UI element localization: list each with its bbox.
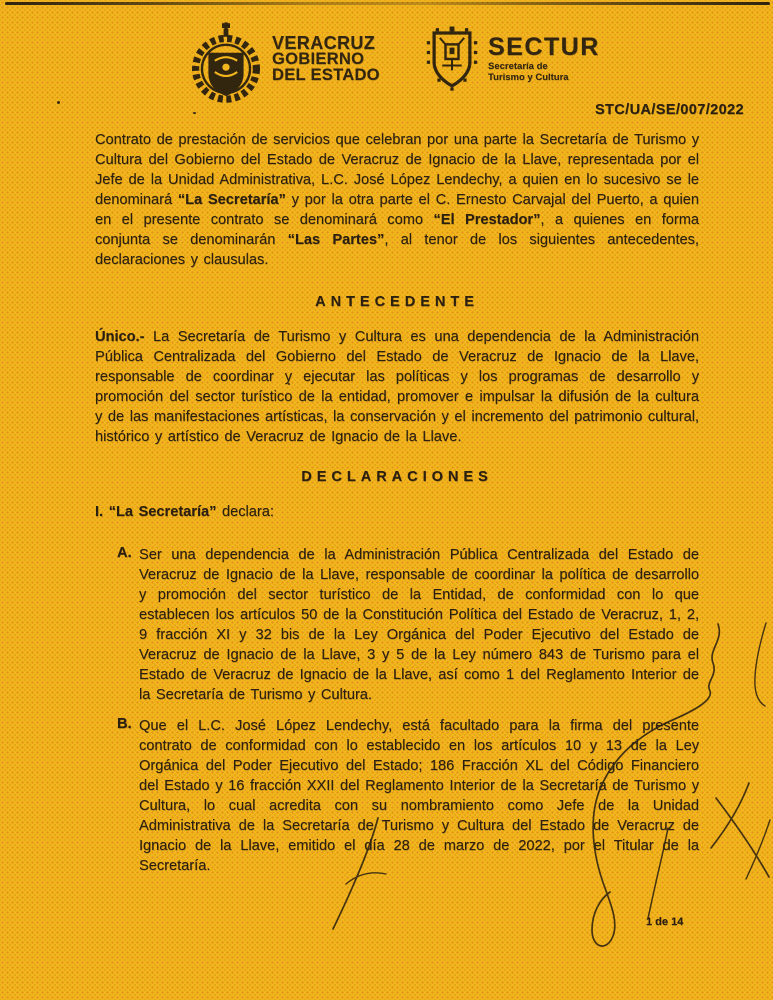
sectur-shield-icon	[426, 26, 478, 97]
antecedente-unico-paragraph: Único.- La Secretaría de Turismo y Cultura es una dependencia de la Administración Pública Centralizada del Gobierno del Estado de Veracruz de Ignacio de la Llave, responsable de coordinar y ejecutar las políticas y los programas de desarrollo y promoción del sector turístico de la entidad, promover e impulsar la difusión de la cultura y de las manifestaciones artísticas, la conservación y el incremento del patrimonio cultural, histórico y artístico de Veracruz de Ignacio de la Llave.	[95, 329, 699, 445]
sectur-subtitle-line2: Turismo y Cultura	[488, 71, 569, 83]
antecedente-heading: ANTECEDENTE	[315, 294, 479, 310]
document-reference-number: STC/UA/SE/007/2022	[594, 102, 744, 118]
state-wordmark-line3: DEL ESTADO	[272, 65, 380, 84]
state-wordmark	[272, 35, 380, 83]
state-wordmark-line2: GOBIERNO	[272, 50, 365, 68]
declaraciones-heading: DECLARACIONES	[301, 469, 493, 485]
item-A-text: Ser una dependencia de la Administración Pública Centralizada del Estado de Veracruz de Ignacio de la Llave, responsable de coordinar la política de desarrollo y promoción del sector turístico de la Entidad, de conformidad con lo que establecen los artículos 50 de la Constitución Política del Estado de Veracruz, 1, 2, 9 fracción XI y 32 bis de la Ley Orgánica del Poder Ejecutivo del Estado de Veracruz de Ignacio de la Llave, 3 y 5 de la Ley número 843 de Turismo para el Estado de Veracruz de Ignacio de la Llave, así como 1 del Reglamento Interior de la Secretaría de Turismo y Cultura.	[139, 547, 699, 703]
declaracion-I-line: I. “La Secretaría” declara:	[95, 504, 274, 520]
margin-curve-right	[755, 623, 766, 706]
sectur-title: SECTUR	[488, 33, 600, 61]
sectur-subtitle-line1: Secretaría de	[488, 61, 548, 72]
cross-stroke-b	[716, 798, 769, 877]
scan-speck	[57, 101, 60, 104]
scan-artifact-line	[5, 2, 770, 5]
cross-stroke-c	[746, 820, 770, 879]
item-B-marker: B.	[117, 716, 132, 732]
scan-speck	[193, 112, 196, 114]
cross-stroke-a	[711, 783, 749, 848]
declaration-item-A	[117, 545, 699, 705]
page-number: 1 de 14	[646, 916, 684, 928]
veracruz-coat-of-arms-icon	[186, 22, 266, 111]
item-A-marker: A.	[117, 545, 132, 561]
sectur-wordmark	[488, 33, 600, 83]
item-B-text: Que el L.C. José López Lendechy, está facultado para la firma del presente contrato de conformidad con lo establecido en los artículos 10 y 13 de la Ley Orgánica del Poder Ejecutivo del Estado; 186 Fracción XL del Código Financiero del Estado y 16 fracción XXII del Reglamento Interior de la Secretaría de Turismo y Cultura, lo cual acredita con su nombramiento como Jefe de la Unidad Administrativa de la Secretaría de Turismo y Cultura del Estado de Veracruz de Ignacio de la Llave, emitido el día 28 de marzo de 2022, por el Titular de la Secretaría.	[139, 718, 699, 874]
state-wordmark-line1: VERACRUZ	[272, 33, 376, 53]
opening-paragraph: Contrato de prestación de servicios que celebran por una parte la Secretaría de Turismo y Cultura del Gobierno del Estado de Veracruz de Ignacio de la Llave, representada por el Jefe de la Unidad Administrativa, L.C. José López Lendechy, a quien en lo sucesivo se le denominará “La Secretaría” y por la otra parte el C. Ernesto Carvajal del Puerto, a quien en el presente contrato se denominará como “El Prestador”, a quienes en forma conjunta se denominarán “Las Partes”, al tenor de los siguientes antecedentes, declaraciones y clausulas.	[95, 132, 700, 268]
declaration-item-B	[117, 716, 699, 876]
